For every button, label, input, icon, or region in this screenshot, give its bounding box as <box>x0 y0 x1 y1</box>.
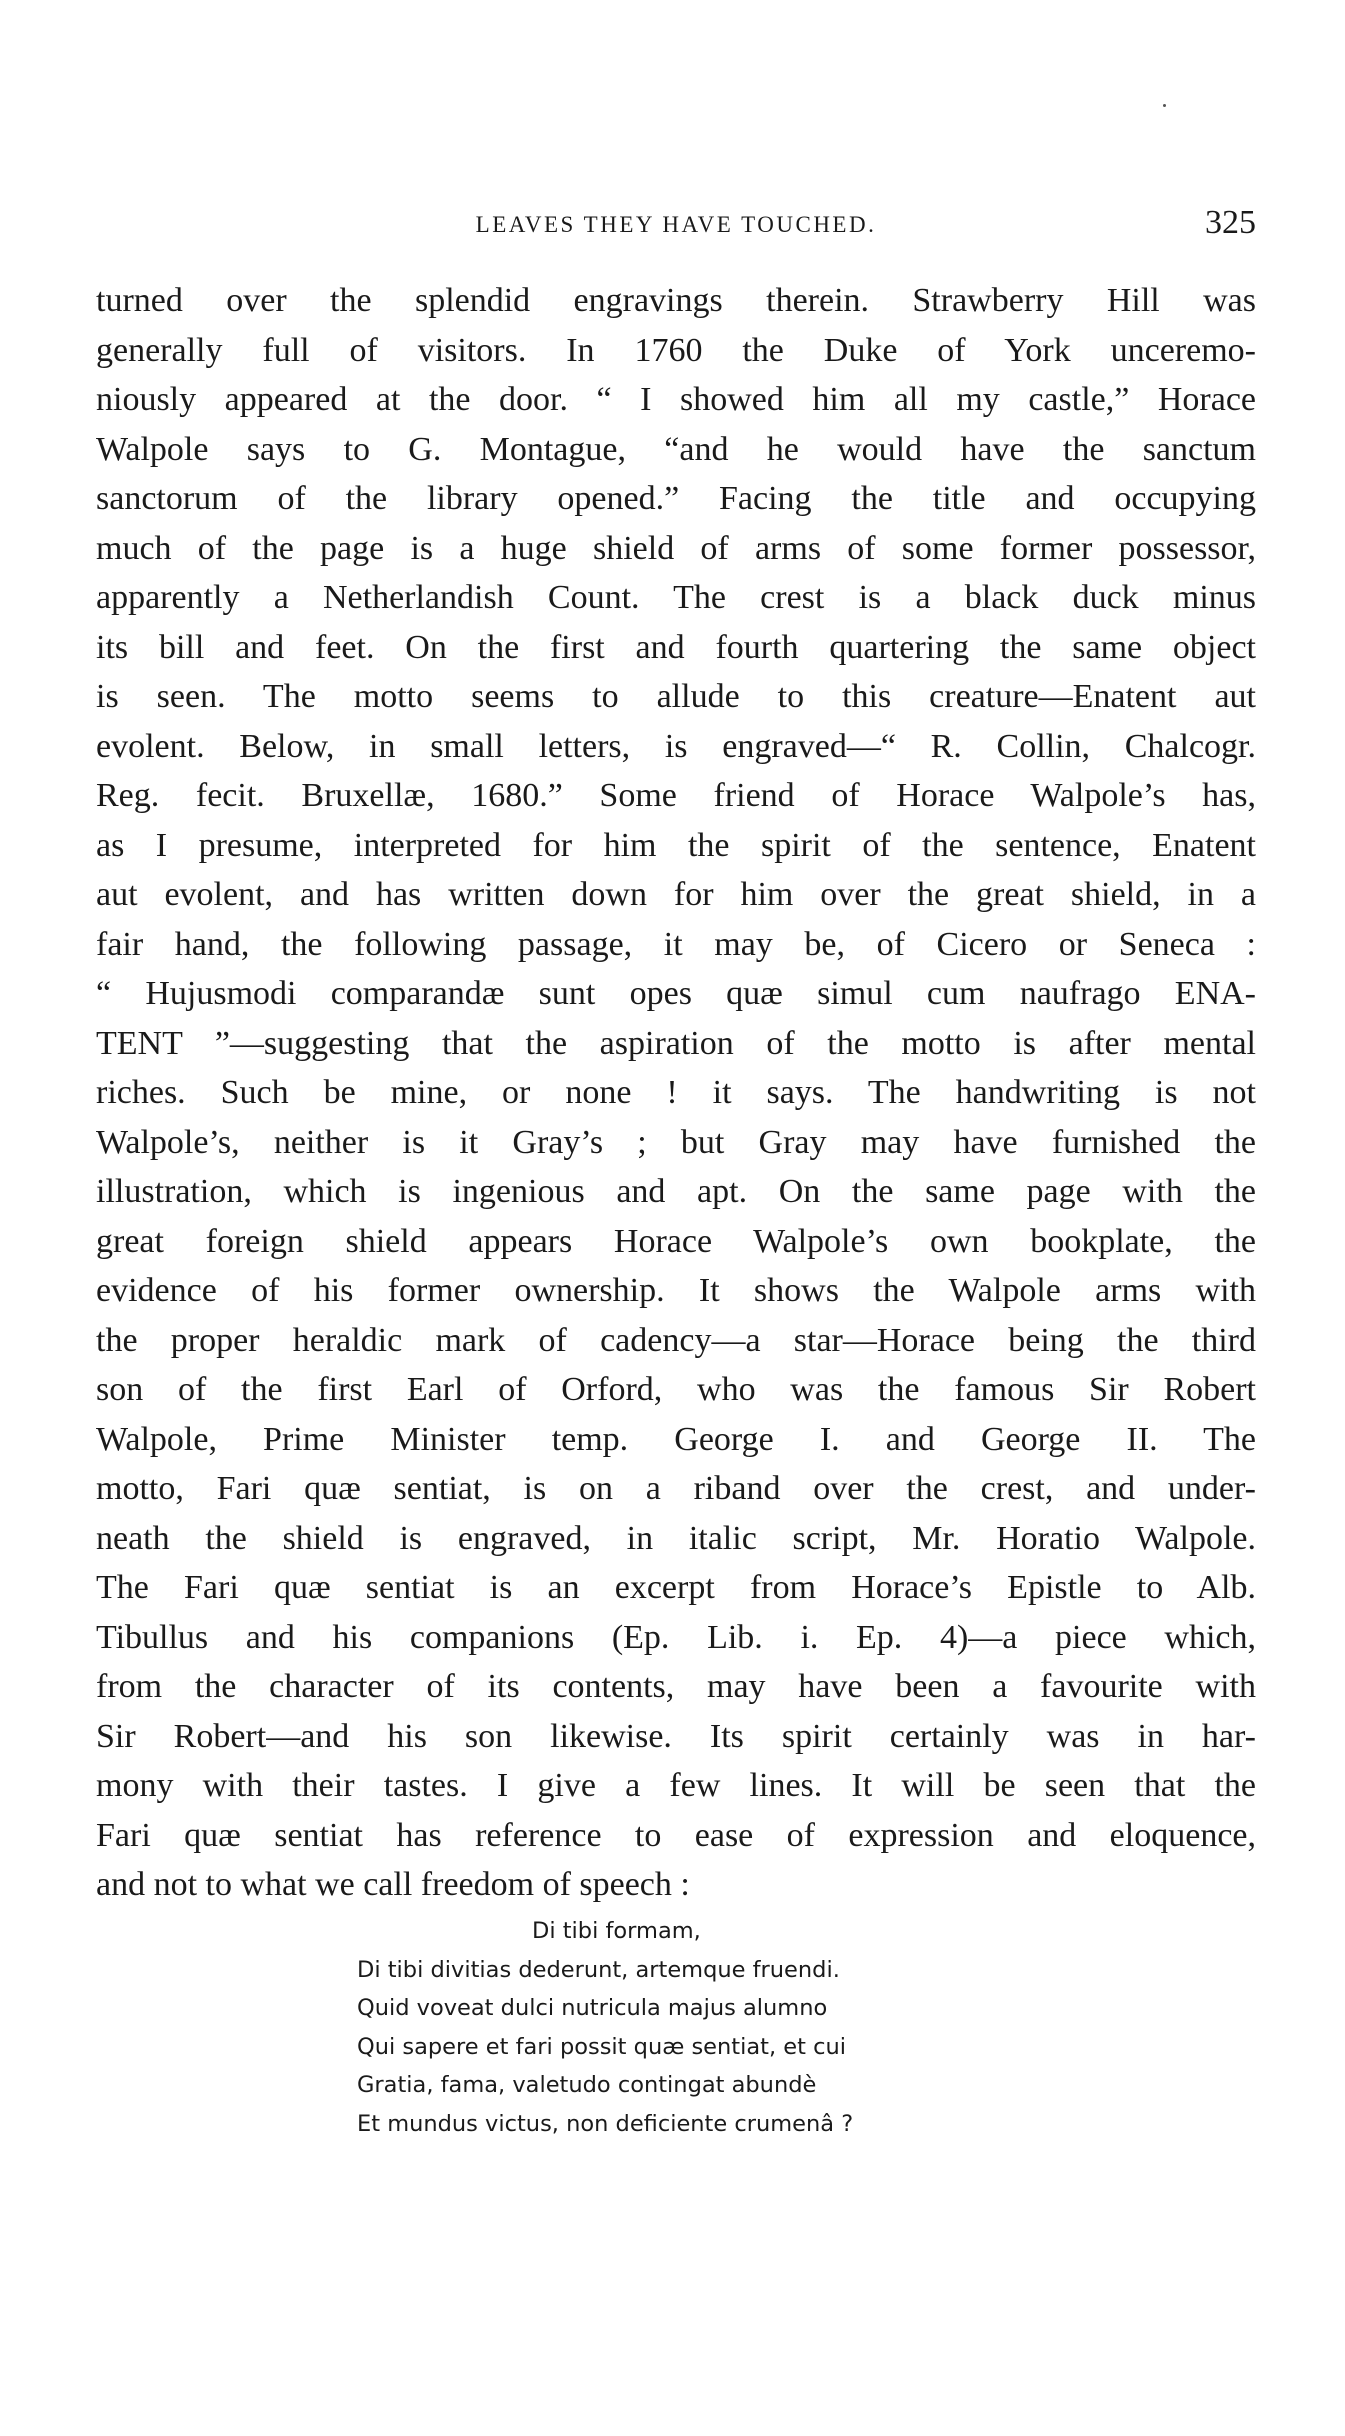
text-line: generally full of visitors. In 1760 the Duke of York unceremo- <box>96 331 1256 369</box>
verse-line: Et mundus victus, non deficiente crumenâ ? <box>357 2110 854 2137</box>
verse-line: Qui sapere et fari possit quæ sentiat, et cui <box>357 2033 846 2060</box>
text-line: and not to what we call freedom of speech : <box>96 1866 690 1903</box>
text-line: great foreign shield appears Horace Walpole’s own bookplate, the <box>96 1222 1256 1260</box>
text-line: Walpole says to G. Montague, “and he would have the sanctum <box>96 430 1256 468</box>
text-line: The Fari quæ sentiat is an excerpt from Horace’s Epistle to Alb. <box>96 1569 1256 1606</box>
text-line: much of the page is a huge shield of arms of some former possessor, <box>96 529 1256 567</box>
text-line: aut evolent, and has written down for him over the great shield, in a <box>96 876 1256 913</box>
text-line: Tibullus and his companions (Ep. Lib. i. Ep. 4)—a piece which, <box>96 1618 1256 1656</box>
text-line: evidence of his former ownership. It shows the Walpole arms with <box>96 1272 1256 1309</box>
text-line: Walpole’s, neither is it Gray’s ; but Gray may have furnished the <box>96 1123 1256 1161</box>
text-line: mony with their tastes. I give a few lines. It will be seen that the <box>96 1767 1256 1804</box>
print-speck <box>1163 104 1166 107</box>
verse-line: Di tibi divitias dederunt, artemque fruendi. <box>357 1956 840 1983</box>
body-paragraph <box>96 276 1256 1910</box>
running-head: LEAVES THEY HAVE TOUCHED. <box>475 212 877 237</box>
page-header <box>96 204 1256 248</box>
latin-verse-quotation <box>357 1912 997 2143</box>
text-line: apparently a Netherlandish Count. The crest is a black duck minus <box>96 579 1256 616</box>
verse-line: Di tibi formam, <box>532 1918 701 1944</box>
text-line: from the character of its contents, may have been a favourite with <box>96 1668 1256 1705</box>
text-line: Walpole, Prime Minister temp. George I. and George II. The <box>96 1420 1256 1458</box>
verse-line: Quid voveat dulci nutricula majus alumno <box>357 1995 828 2021</box>
text-line: fair hand, the following passage, it may be, of Cicero or Seneca : <box>96 925 1256 963</box>
text-line: its bill and feet. On the first and fourth quartering the same object <box>96 628 1256 666</box>
page-number: 325 <box>1205 204 1256 241</box>
text-line: evolent. Below, in small letters, is engraved—“ R. Collin, Chalcogr. <box>96 727 1256 765</box>
text-line: Reg. fecit. Bruxellæ, 1680.” Some friend of Horace Walpole’s has, <box>96 777 1256 814</box>
text-line: Sir Robert—and his son likewise. Its spirit certainly was in har- <box>96 1717 1256 1755</box>
text-line: as I presume, interpreted for him the spirit of the sentence, Enatent <box>96 826 1256 864</box>
text-line: niously appeared at the door. “ I showed him all my castle,” Horace <box>96 381 1256 418</box>
text-line: Fari quæ sentiat has reference to ease of expression and eloquence, <box>96 1816 1256 1854</box>
text-line: “ Hujusmodi comparandæ sunt opes quæ simul cum naufrago ENA- <box>96 975 1256 1012</box>
text-line: TENT ”—suggesting that the aspiration of the motto is after mental <box>96 1024 1256 1062</box>
text-line: motto, Fari quæ sentiat, is on a riband over the crest, and under- <box>96 1470 1256 1507</box>
verse-line: Gratia, fama, valetudo contingat abundè <box>357 2072 817 2098</box>
text-line: neath the shield is engraved, in italic script, Mr. Horatio Walpole. <box>96 1519 1256 1557</box>
text-line: riches. Such be mine, or none ! it says. The handwriting is not <box>96 1074 1256 1111</box>
text-line: the proper heraldic mark of cadency—a star—Horace being the third <box>96 1321 1256 1359</box>
text-line: son of the first Earl of Orford, who was the famous Sir Robert <box>96 1371 1256 1408</box>
text-line: illustration, which is ingenious and apt. On the same page with the <box>96 1173 1256 1210</box>
text-line: sanctorum of the library opened.” Facing the title and occupying <box>96 480 1256 517</box>
text-line: is seen. The motto seems to allude to this creature—Enatent aut <box>96 678 1256 715</box>
text-line: turned over the splendid engravings therein. Strawberry Hill was <box>96 282 1256 319</box>
